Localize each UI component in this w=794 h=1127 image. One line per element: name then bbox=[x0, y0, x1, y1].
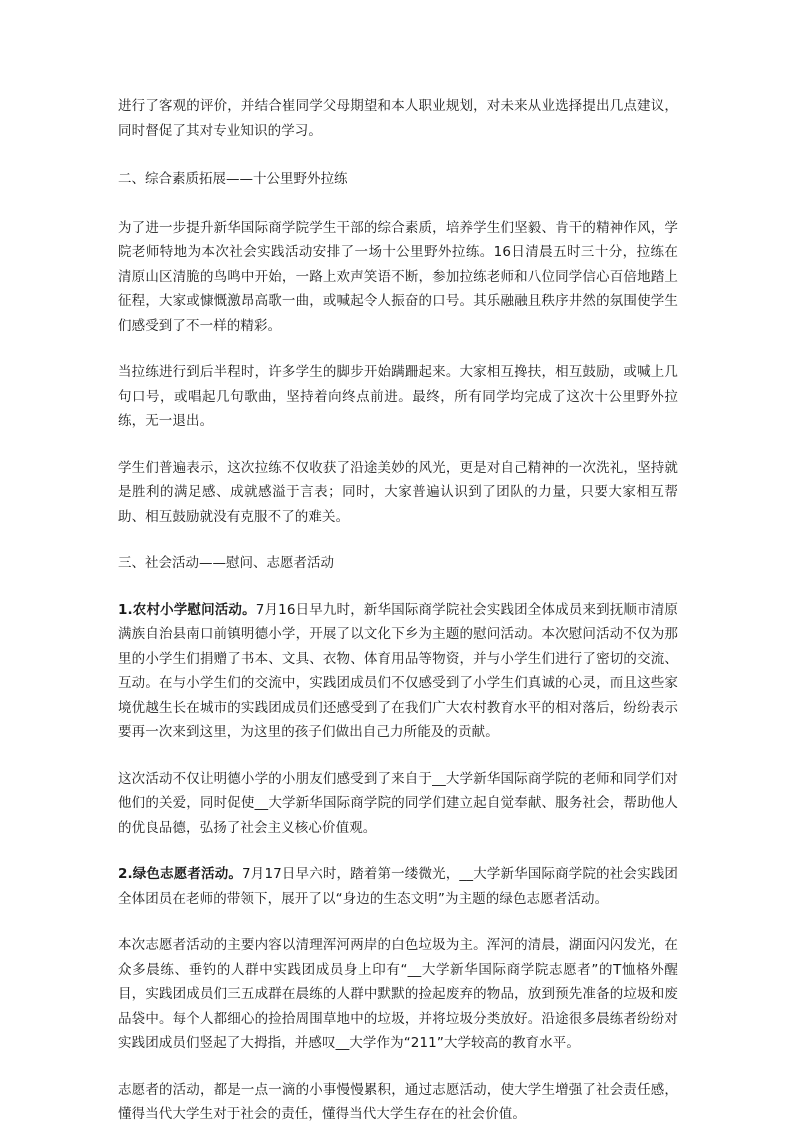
paragraph-school-visit-impact: 这次活动不仅让明德小学的小朋友们感受到了来自于__大学新华国际商学院的老师和同学们对他们的关爱，同时促使__大学新华国际商学院的同学们建立起自觉奉献、服务社会，帮助他人的优良品德，弘扬了社会主义核心价值观。 bbox=[118, 770, 678, 836]
paragraph-text-school-visit: 7月16日早九时，新华国际商学院社会实践团全体成员来到抚顺市清原满族自治县南口前镇明德小学，开展了以文化下乡为主题的慰问活动。本次慰问活动不仅为那里的小学生们捐赠了书本、文具、衣物、体育用品等物资，并与小学生们进行了密切的交流、互动。在与小学生们的交流中，实践团成员们不仅感受到了小学生们真诚的心灵，而且这些家境优越生长在城市的实践团成员们还感受到了在我们广大农村教育水平的相对落后，纷纷表示要再一次来到这里，为这里的孩子们做出自己力所能及的贡献。 bbox=[118, 601, 679, 740]
paragraph-text-green-volunteer: 7月17日早六时，踏着第一缕微光，__大学新华国际商学院的社会实践团全体团员在老师的带领下，展开了以“身边的生态文明”为主题的绿色志愿者活动。 bbox=[118, 866, 678, 907]
paragraph-training-intro: 为了进一步提升新华国际商学院学生干部的综合素质，培养学生们坚毅、肯干的精神作风，学院老师特地为本次社会实践活动安排了一场十公里野外拉练。16日清晨五时三十分，拉练在清原山区清脆的鸟鸣中开始，一路上欢声笑语不断，参加拉练老师和八位同学信心百倍地踏上征程，大家或慷慨激昂高歌一曲，或喊起令人振奋的口号。其乐融融且秩序井然的氛围使学生们感受到了不一样的精彩。 bbox=[118, 219, 678, 334]
paragraph-lead-green-volunteer: 2.绿色志愿者活动。 bbox=[118, 866, 243, 882]
section-heading-social-activities: 三、社会活动——慰问、志愿者活动 bbox=[118, 555, 334, 571]
document-body bbox=[118, 94, 678, 1127]
paragraph-evaluation: 进行了客观的评价，并结合崔同学父母期望和本人职业规划，对未来从业选择提出几点建议，同时督促了其对专业知识的学习。 bbox=[118, 98, 678, 139]
paragraph-school-visit bbox=[118, 598, 678, 745]
paragraph-training-second-half: 当拉练进行到后半程时，许多学生的脚步开始蹒跚起来。大家相互搀扶，相互鼓励，或喊上几句口号，或唱起几句歌曲，坚持着向终点前进。最终，所有同学均完成了这次十公里野外拉练，无一退出。 bbox=[118, 364, 678, 429]
section-heading-outdoor-training: 二、综合素质拓展——十公里野外拉练 bbox=[118, 171, 348, 187]
paragraph-training-reflection: 学生们普遍表示，这次拉练不仅收获了沿途美妙的风光，更是对自己精神的一次洗礼，坚持就是胜利的满足感、成就感溢于言表；同时，大家普遍认识到了团队的力量，只要大家相互帮助、相互鼓励就没有克服不了的难关。 bbox=[118, 459, 678, 525]
paragraph-green-volunteer bbox=[118, 862, 678, 911]
paragraph-lead-school-visit: 1.农村小学慰问活动。 bbox=[118, 601, 256, 618]
paragraph-volunteer-summary: 志愿者的活动，都是一点一滴的小事慢慢累积，通过志愿活动，使大学生增强了社会责任感，懂得当代大学生对于社会的责任，懂得当代大学生存在的社会价值。 bbox=[118, 1081, 678, 1122]
paragraph-volunteer-content: 本次志愿者活动的主要内容以清理浑河两岸的白色垃圾为主。浑河的清晨，湖面闪闪发光，在众多晨练、垂钓的人群中实践团成员身上印有“__大学新华国际商学院志愿者”的T恤格外醒目，实践团成员们三五成群在晨练的人群中默默的捡起废弃的物品，放到预先准备的垃圾和废品袋中。每个人都细心的捡拾周围草地中的垃圾，并将垃圾分类放好。沿途很多晨练者纷纷对实践团成员们竖起了大拇指，并感叹__大学作为“211”大学较高的教育水平。 bbox=[118, 937, 678, 1051]
